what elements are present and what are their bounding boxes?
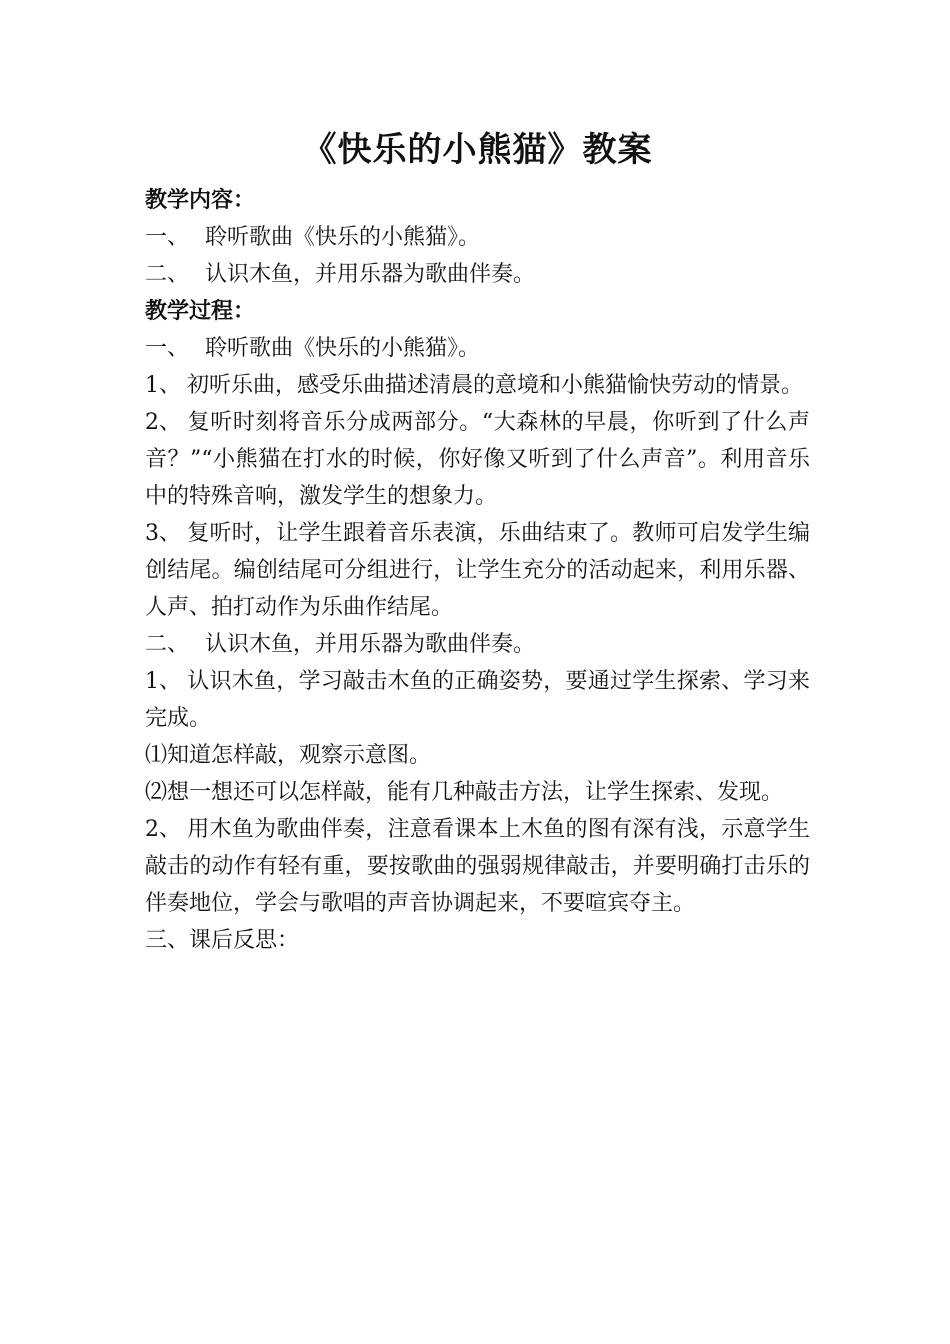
process-part-1-step-2-text: 复听时刻将音乐分成两部分。“大森林的早晨，你听到了什么声音？”“小熊猫在打水的时候，你好像又听到了什么声音”。利用音乐中的特殊音响，激发学生的想象力。 xyxy=(145,410,810,509)
process-part-2-step-1 xyxy=(145,663,810,737)
process-part-1-step-2 xyxy=(145,404,810,515)
process-part-2-substep-2-number: ⑵ xyxy=(145,780,168,805)
process-part-2-substep-1-number: ⑴ xyxy=(145,743,168,768)
process-part-1-step-3-number: 3、 xyxy=(145,521,181,546)
process-part-2-step-2-text: 用木鱼为歌曲伴奏，注意看课本上木鱼的图有深有浅，示意学生敲击的动作有轻有重，要按歌曲的强弱规律敲击，并要明确打击乐的伴奏地位，学会与歌唱的声音协调起来，不要喧宾夺主。 xyxy=(145,817,810,916)
process-part-1-step-1-number: 1、 xyxy=(145,373,181,398)
process-part-2-substep-1 xyxy=(145,737,810,774)
content-item-2 xyxy=(145,256,810,293)
process-part-2-step-1-number: 1、 xyxy=(145,669,181,694)
process-part-1-number: 一、 xyxy=(145,336,190,361)
process-part-2-step-2 xyxy=(145,811,810,922)
process-part-2-step-2-number: 2、 xyxy=(145,817,181,842)
process-part-2-title xyxy=(145,626,810,663)
process-part-2-substep-2 xyxy=(145,774,810,811)
process-part-1-title xyxy=(145,330,810,367)
process-part-1-step-2-number: 2、 xyxy=(145,410,181,435)
process-part-1-step-3 xyxy=(145,515,810,626)
content-item-2-text: 认识木鱼，并用乐器为歌曲伴奏。 xyxy=(205,262,536,287)
process-part-1-step-1 xyxy=(145,367,810,404)
section-heading-content: 教学内容： xyxy=(145,187,256,213)
content-item-1-text: 聆听歌曲《快乐的小熊猫》。 xyxy=(205,225,481,250)
process-part-2-text: 认识木鱼，并用乐器为歌曲伴奏。 xyxy=(205,632,536,657)
content-item-1 xyxy=(145,219,810,256)
process-part-2-step-1-text: 认识木鱼，学习敲击木鱼的正确姿势，要通过学生探索、学习来完成。 xyxy=(145,669,810,731)
process-part-2-substep-1-text: 知道怎样敲，观察示意图。 xyxy=(167,743,432,768)
process-part-2-substep-2-text: 想一想还可以怎样敲，能有几种敲击方法，让学生探索、发现。 xyxy=(167,780,784,805)
document-body xyxy=(145,182,810,959)
process-part-1-text: 聆听歌曲《快乐的小熊猫》。 xyxy=(205,336,481,361)
process-part-1-step-3-text: 复听时，让学生跟着音乐表演，乐曲结束了。教师可启发学生编创结尾。编创结尾可分组进行，让学生充分的活动起来，利用乐器、人声、拍打动作为乐曲作结尾。 xyxy=(145,521,810,620)
content-item-2-number: 二、 xyxy=(145,262,190,287)
document-title: 《快乐的小熊猫》教案 xyxy=(302,130,653,170)
content-item-1-number: 一、 xyxy=(145,225,190,250)
section-heading-process: 教学过程： xyxy=(145,298,256,324)
process-part-3-reflection: 三、课后反思： xyxy=(145,928,300,953)
process-part-2-number: 二、 xyxy=(145,632,190,657)
process-part-1-step-1-text: 初听乐曲，感受乐曲描述清晨的意境和小熊猫愉快劳动的情景。 xyxy=(187,373,804,398)
